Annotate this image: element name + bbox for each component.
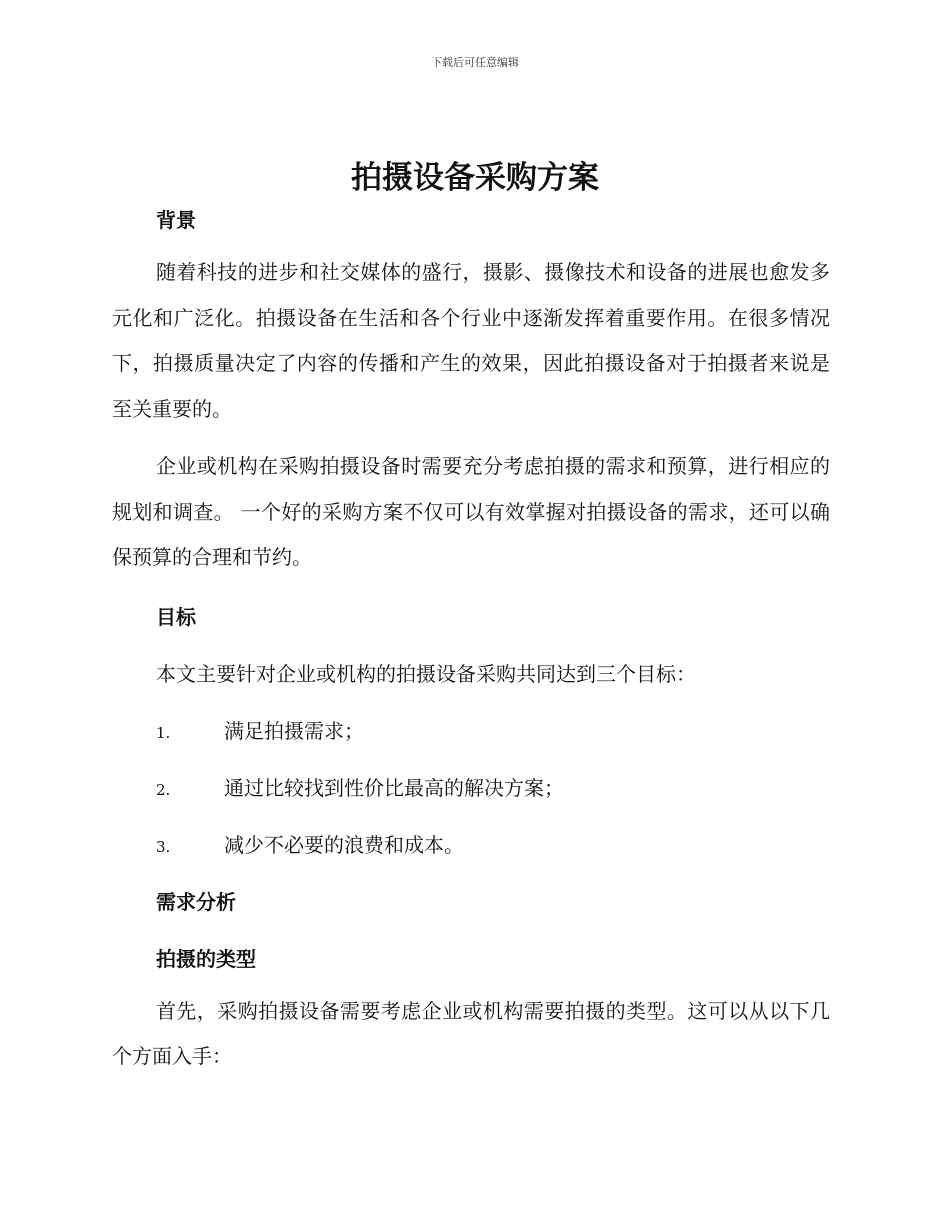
list-text: 满足拍摄需求； (224, 718, 364, 743)
list-text: 减少不必要的浪费和成本。 (224, 832, 464, 857)
document-title: 拍摄设备采购方案 (351, 160, 599, 196)
list-item (156, 713, 830, 749)
list-item (156, 827, 830, 863)
header-note: 下载后可任意编辑 (431, 56, 519, 69)
section-heading-background: 背景 (156, 208, 196, 232)
subsection-heading-type: 拍摄的类型 (156, 946, 256, 971)
section-heading-goal: 目标 (156, 604, 196, 629)
list-number: 3. (156, 837, 171, 856)
list-text: 通过比较找到性价比最高的解决方案； (224, 775, 564, 800)
list-number: 1. (156, 723, 171, 742)
type-paragraph-1: 首先，采购拍摄设备需要考虑企业或机构需要拍摄的类型。这可以从以下几个方面入手： (112, 998, 830, 1068)
background-paragraph-1: 随着科技的进步和社交媒体的盛行，摄影、摄像技术和设备的进展也愈发多元化和广泛化。拍摄设备在生活和各个行业中逐渐发挥着重要作用。在很多情况下，拍摄质量决定了内容的传播和产生的效果，因此拍摄设备对于拍摄者来说是至关重要的。 (112, 260, 830, 421)
goal-intro: 本文主要针对企业或机构的拍摄设备采购共同达到三个目标： (156, 661, 696, 686)
list-number: 2. (156, 780, 171, 799)
list-item (156, 770, 830, 806)
document-body (112, 202, 830, 1080)
background-paragraph-2: 企业或机构在采购拍摄设备时需要充分考虑拍摄的需求和预算，进行相应的规划和调查。 一个好的采购方案不仅可以有效掌握对拍摄设备的需求，还可以确保预算的合理和节约。 (112, 454, 830, 569)
section-heading-analysis: 需求分析 (156, 889, 236, 914)
